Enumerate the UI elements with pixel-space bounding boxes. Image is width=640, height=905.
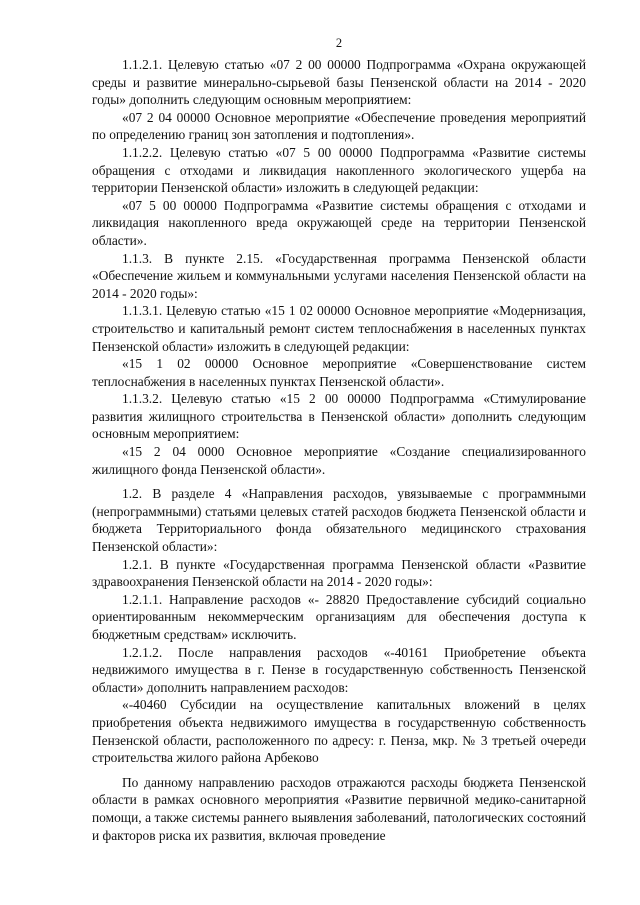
- paragraph: 1.1.3.2. Целевую статью «15 2 00 00000 Подпрограмма «Стимулирование развития жилищного строительства в Пензенской области» дополнить следующим основным мероприятием:: [92, 391, 586, 442]
- paragraph: 1.1.2.1. Целевую статью «07 2 00 00000 Подпрограмма «Охрана окружающей среды и развитие минерально-сырьевой базы Пензенской области на 2014 - 2020 годы» дополнить следующим основным мероприятием:: [92, 57, 586, 108]
- paragraph: «-40460 Субсидии на осуществление капитальных вложений в целях приобретения объекта недвижимого имущества в государственную собственность Пензенской области, расположенного по адресу: г. Пенза, мкр. № 3 третьей очереди строительства жилого района Арбеково: [92, 697, 586, 766]
- paragraph: 1.2. В разделе 4 «Направления расходов, увязываемые с программными (непрограммными) статьями целевых статей расходов бюджета Пензенской области и бюджета Территориального фонда обязательного медицинского страхования Пензенской области»:: [92, 486, 586, 555]
- page-number: 2: [335, 36, 343, 50]
- paragraph: «07 2 04 00000 Основное мероприятие «Обеспечение проведения мероприятий по определению границ зон затопления и подтопления».: [92, 109, 586, 143]
- paragraph: 1.2.1.2. После направления расходов «-40161 Приобретение объекта недвижимого имущества в г. Пензе в государственную собственность Пензенской области» дополнить направлением расходов:: [92, 644, 586, 695]
- document-body: [92, 56, 586, 844]
- paragraph: 1.1.3. В пункте 2.15. «Государственная программа Пензенской области «Обеспечение жильем и коммунальными услугами населения Пензенской области на 2014 - 2020 годы»:: [92, 250, 586, 301]
- paragraph: 1.2.1. В пункте «Государственная программа Пензенской области «Развитие здравоохранения Пензенской области на 2014 - 2020 годы»:: [92, 556, 586, 590]
- paragraph: 1.1.2.2. Целевую статью «07 5 00 00000 Подпрограмма «Развитие системы обращения с отходами и ликвидация накопленного экологического ущерба на территории Пензенской области» изложить в следующей редакции:: [92, 144, 586, 196]
- paragraph: «15 2 04 0000 Основное мероприятие «Создание специализированного жилищного фонда Пензенской области».: [92, 444, 586, 477]
- paragraph: 1.1.3.1. Целевую статью «15 1 02 00000 Основное мероприятие «Модернизация, строительство и капитальный ремонт систем теплоснабжения в населенных пунктах Пензенской области» изложить в следующей редакции:: [92, 303, 586, 354]
- paragraph: «07 5 00 00000 Подпрограмма «Развитие системы обращения с отходами и ликвидация накопленного вреда окружающей среде на территории Пензенской области».: [92, 197, 586, 248]
- paragraph: «15 1 02 00000 Основное мероприятие «Совершенствование систем теплоснабжения в населенных пунктах Пензенской области».: [92, 356, 586, 389]
- paragraph: 1.2.1.1. Направление расходов «- 28820 Предоставление субсидий социально ориентированным некоммерческим организациям для обеспечения доступа к бюджетным средствам» исключить.: [92, 591, 586, 642]
- paragraph: По данному направлению расходов отражаются расходы бюджета Пензенской области в рамках основного мероприятия «Развитие первичной медико-санитарной помощи, а также системы раннего выявления заболеваний, патологических состояний и факторов риска их развития, включая проведение: [92, 774, 586, 843]
